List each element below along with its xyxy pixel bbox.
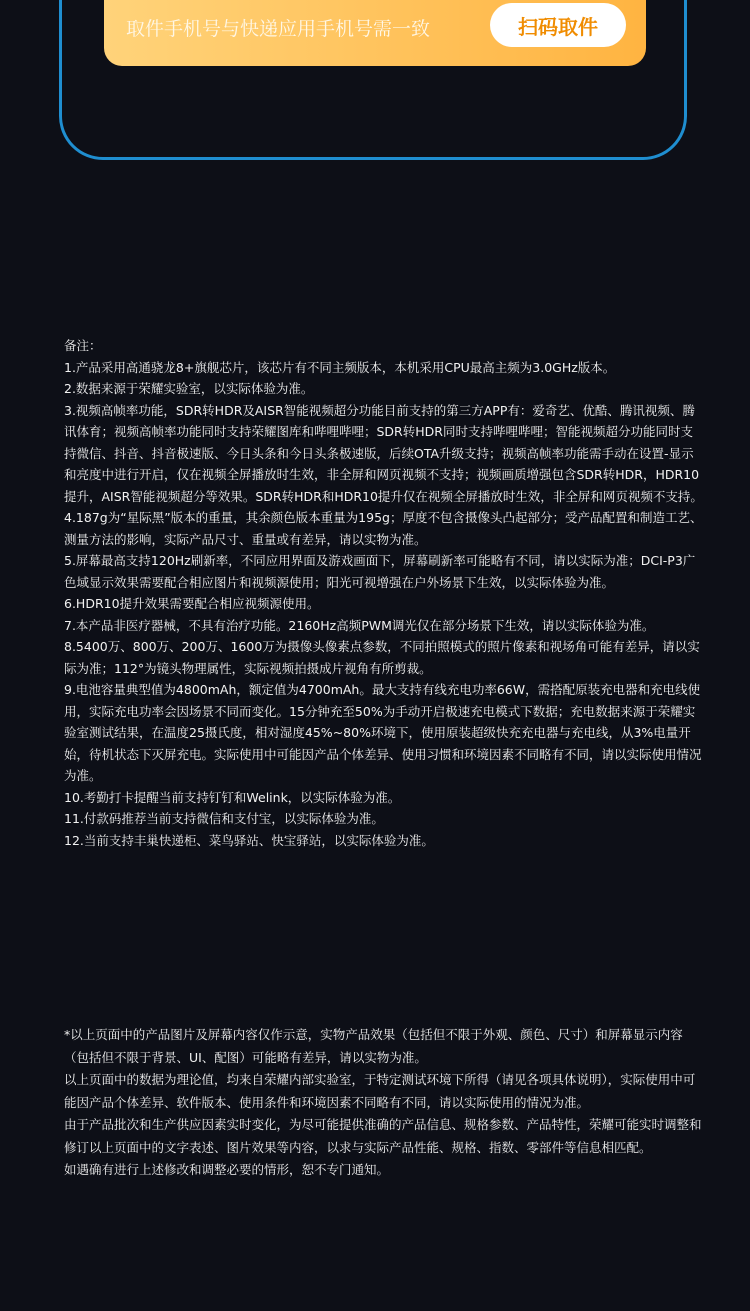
note-item: 2.数据来源于荣耀实验室，以实际体验为准。 xyxy=(64,381,314,396)
note-item: 6.HDR10提升效果需要配合相应视频源使用。 xyxy=(64,596,320,611)
scan-pickup-button[interactable]: 扫码取件 xyxy=(490,3,626,47)
note-item: 9.电池容量典型值为4800mAh，额定值为4700mAh。最大支持有线充电功率66W，需搭配原装充电器和充电线使用，实际充电功率会因场景不同而变化。15分钟充至50%为手动开启极速充电模式下数据；充电数据来源于荣耀实验室测试结果，在温度25摄氏度，相对湿度45%~80%环境下，使用原装超级快充充电器与充电线，从3%电量开始，待机状态下灭屏充电。实际使用中可能因产品个体差异、使用习惯和环境因素不同略有不同，请以实际使用情况为准。 xyxy=(64,682,702,783)
disclaimer-paragraph: 以上页面中的数据为理论值，均来自荣耀内部实验室，于特定测试环境下所得（请见各项具体说明），实际使用中可能因产品个体差异、软件版本、使用条件和环境因素不同略有不同，请以实际使用的情况为准。 xyxy=(64,1072,696,1110)
disclaimer-paragraph: 如遇确有进行上述修改和调整必要的情形，恕不专门通知。 xyxy=(64,1162,390,1177)
disclaimer-section xyxy=(64,1024,704,1182)
note-item: 3.视频高帧率功能，SDR转HDR及AISR智能视频超分功能目前支持的第三方APP有：爱奇艺、优酷、腾讯视频、腾讯体育；视频高帧率功能同时支持荣耀图库和哔哩哔哩；SDR转HDR同时支持哔哩哔哩；智能视频超分功能同时支持微信、抖音、抖音极速版、今日头条和今日头条极速版，后续OTA升级支持；视频高帧率功能需手动在设置-显示和亮度中进行开启，仅在视频全屏播放时生效，非全屏和网页视频不支持；视频画质增强包含SDR转HDR，HDR10提升，AISR智能视频超分等效果。SDR转HDR和HDR10提升仅在视频全屏播放时生效，非全屏和网页视频不支持。 xyxy=(64,402,703,504)
note-item: 11.付款码推荐当前支持微信和支付宝，以实际体验为准。 xyxy=(64,811,384,826)
disclaimer-paragraph: 由于产品批次和生产供应因素实时变化，为尽可能提供准确的产品信息、规格参数、产品特性，荣耀可能实时调整和修订以上页面中的文字表述、图片效果等内容，以求与实际产品性能、规格、指数、零部件等信息相匹配。 xyxy=(64,1117,702,1155)
note-item: 5.屏幕最高支持120Hz刷新率，不同应用界面及游戏画面下，屏幕刷新率可能略有不同，请以实际为准；DCI-P3广色域显示效果需要配合相应图片和视频源使用；阳光可视增强在户外场景下生效，以实际体验为准。 xyxy=(64,553,696,590)
parcel-pickup-card xyxy=(104,0,646,66)
note-item: 1.产品采用高通骁龙8+旗舰芯片，该芯片有不同主频版本，本机采用CPU最高主频为3.0GHz版本。 xyxy=(64,359,616,375)
note-item: 10.考勤打卡提醒当前支持钉钉和Welink，以实际体验为准。 xyxy=(64,789,401,805)
footnotes-section xyxy=(64,335,704,851)
note-item: 8.5400万、800万、200万、1600万为摄像头像素点参数，不同拍照模式的照片像素和视场角可能有差异，请以实际为准；112°为镜头物理属性，实际视频拍摄成片视角有所剪裁。 xyxy=(64,639,700,676)
pickup-phone-hint: 取件手机号与快递应用手机号需一致 xyxy=(126,18,431,40)
notes-title: 备注： xyxy=(64,338,102,353)
note-item: 4.187g为“星际黑”版本的重量，其余颜色版本重量为195g；厚度不包含摄像头凸起部分；受产品配置和制造工艺、测量方法的影响，实际产品尺寸、重量或有差异，请以实物为准。 xyxy=(64,510,703,547)
note-item: 7.本产品非医疗器械，不具有治疗功能。2160Hz高频PWM调光仅在部分场景下生效，请以实际体验为准。 xyxy=(64,617,655,633)
disclaimer-paragraph: *以上页面中的产品图片及屏幕内容仅作示意，实物产品效果（包括但不限于外观、颜色、尺寸）和屏幕显示内容（包括但不限于背景、UI、配图）可能略有差异，请以实物为准。 xyxy=(64,1027,683,1065)
note-item: 12.当前支持丰巢快递柜、菜鸟驿站、快宝驿站，以实际体验为准。 xyxy=(64,832,434,848)
